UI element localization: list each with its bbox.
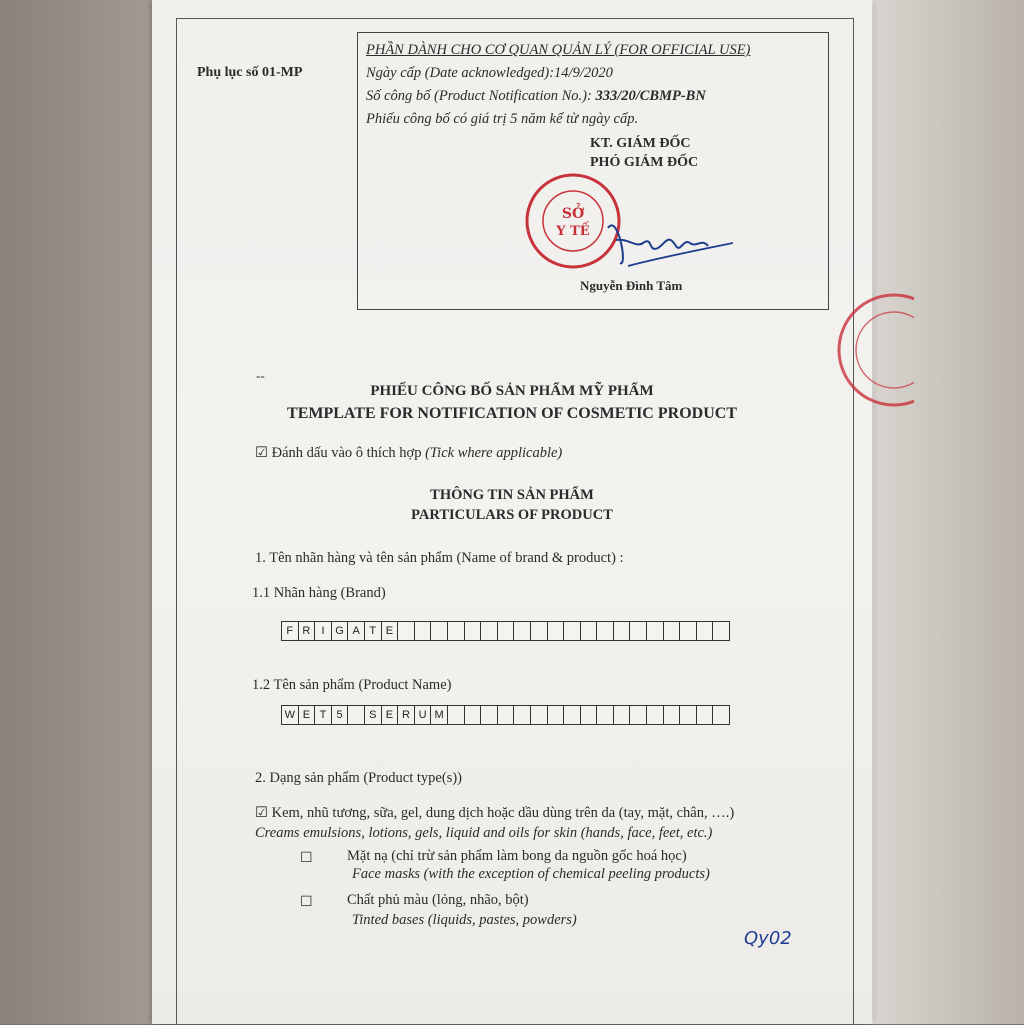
letter-box: [663, 621, 681, 641]
section-title-en: PARTICULARS OF PRODUCT: [411, 507, 613, 523]
option-tinted-bases-en: Tinted bases (liquids, pastes, powders): [352, 912, 577, 928]
letter-box: [679, 621, 697, 641]
letter-box: [530, 621, 548, 641]
letter-box: W: [281, 705, 299, 725]
letter-box: [646, 705, 664, 725]
letter-box: [563, 621, 581, 641]
option-creams-vi: ☑ Kem, nhũ tương, sữa, gel, dung dịch hoặc dầu dùng trên da (tay, mặt, chân, ….): [255, 805, 735, 821]
letter-box: U: [414, 705, 432, 725]
official-use-box: [357, 32, 829, 310]
letter-box: [513, 621, 531, 641]
checkbox-face-masks: ☐: [300, 851, 313, 866]
letter-box: [613, 621, 631, 641]
letter-box: [497, 705, 515, 725]
letter-box: [513, 705, 531, 725]
tick-note: ☑ Đánh dấu vào ô thích hợp: [255, 445, 422, 461]
option-face-masks-vi: Mặt nạ (chỉ trừ sản phẩm làm bong da nguồn gốc hoá học): [347, 848, 687, 864]
date-label: Ngày cấp (Date acknowledged):: [366, 65, 555, 81]
letter-box: F: [281, 621, 299, 641]
letter-box: E: [381, 705, 399, 725]
letter-box: [347, 705, 365, 725]
background-right: [874, 0, 1024, 1024]
date-acknowledged: [366, 65, 613, 82]
option-tinted-bases-vi: Chất phủ màu (lỏng, nhão, bột): [347, 892, 529, 908]
letter-box: [679, 705, 697, 725]
signature: [598, 208, 738, 278]
letter-box: [464, 621, 482, 641]
section-title-vi: THÔNG TIN SẢN PHẨM: [430, 487, 594, 503]
letter-box: E: [298, 705, 316, 725]
question-product-name: 1.2 Tên sản phẩm (Product Name): [252, 677, 452, 693]
validity-note: Phiếu công bố có giá trị 5 năm kể từ ngày cấp.: [366, 111, 639, 127]
letter-box: [397, 621, 415, 641]
letter-box: [464, 705, 482, 725]
letter-box: [613, 705, 631, 725]
letter-box: [480, 705, 498, 725]
notification-number: [366, 88, 706, 105]
svg-text:Y TẾ: Y TẾ: [556, 224, 590, 239]
letter-box: [430, 621, 448, 641]
letter-box: 5: [331, 705, 349, 725]
letter-box: [596, 705, 614, 725]
letter-box: [547, 621, 565, 641]
letter-box: [414, 621, 432, 641]
letter-box: R: [298, 621, 316, 641]
letter-box: M: [430, 705, 448, 725]
letter-box: [696, 621, 714, 641]
letter-box: [580, 621, 598, 641]
question-product-type: 2. Dạng sản phẩm (Product type(s)): [255, 770, 462, 786]
option-face-masks-en: Face masks (with the exception of chemical peeling products): [352, 866, 710, 882]
signer-name: Nguyễn Đình Tâm: [580, 278, 683, 293]
letter-box: [530, 705, 548, 725]
letter-box: S: [364, 705, 382, 725]
kt-director: KT. GIÁM ĐỐC: [590, 136, 691, 151]
number-value: 333/20/CBMP-BN: [595, 88, 706, 104]
tick-instruction: [255, 445, 562, 462]
handwritten-note: Qy02: [744, 928, 792, 949]
letter-box: [712, 705, 730, 725]
letter-box: [497, 621, 515, 641]
separator-dash: --: [256, 368, 265, 383]
deputy-director: PHÓ GIÁM ĐỐC: [590, 155, 699, 170]
question-brand: 1.1 Nhãn hàng (Brand): [252, 585, 386, 601]
product-letter-boxes: [282, 705, 730, 727]
letter-box: [563, 705, 581, 725]
letter-box: [629, 621, 647, 641]
official-heading: PHẦN DÀNH CHO CƠ QUAN QUẢN LÝ (FOR OFFICIAL USE): [366, 42, 751, 58]
letter-box: [580, 705, 598, 725]
letter-box: [696, 705, 714, 725]
annex-label: Phụ lục số 01-MP: [197, 65, 303, 80]
brand-letter-boxes: [282, 621, 730, 643]
letter-box: [480, 621, 498, 641]
title-vietnamese: PHIẾU CÔNG BỐ SẢN PHẨM MỸ PHẨM: [370, 383, 654, 399]
letter-box: [447, 705, 465, 725]
document-page: [152, 0, 872, 1024]
letter-box: [596, 621, 614, 641]
letter-box: E: [381, 621, 399, 641]
letter-box: [547, 705, 565, 725]
tick-note-en: (Tick where applicable): [425, 445, 563, 461]
letter-box: T: [364, 621, 382, 641]
question-brand-product: 1. Tên nhãn hàng và tên sản phẩm (Name of brand & product) :: [255, 550, 624, 566]
option-creams-en: Creams emulsions, lotions, gels, liquid and oils for skin (hands, face, feet, etc.): [255, 825, 713, 841]
number-label: Số công bố (Product Notification No.):: [366, 88, 592, 104]
date-value: 14/9/2020: [554, 65, 613, 81]
letter-box: T: [314, 705, 332, 725]
background-left: [0, 0, 160, 1024]
letter-box: [447, 621, 465, 641]
letter-box: [629, 705, 647, 725]
letter-box: G: [331, 621, 349, 641]
letter-box: [663, 705, 681, 725]
letter-box: [712, 621, 730, 641]
title-english: TEMPLATE FOR NOTIFICATION OF COSMETIC PRODUCT: [287, 405, 737, 422]
checkbox-tinted-bases: ☐: [300, 895, 313, 910]
letter-box: R: [397, 705, 415, 725]
letter-box: [646, 621, 664, 641]
letter-box: I: [314, 621, 332, 641]
svg-text:SỞ: SỞ: [561, 206, 585, 222]
letter-box: A: [347, 621, 365, 641]
